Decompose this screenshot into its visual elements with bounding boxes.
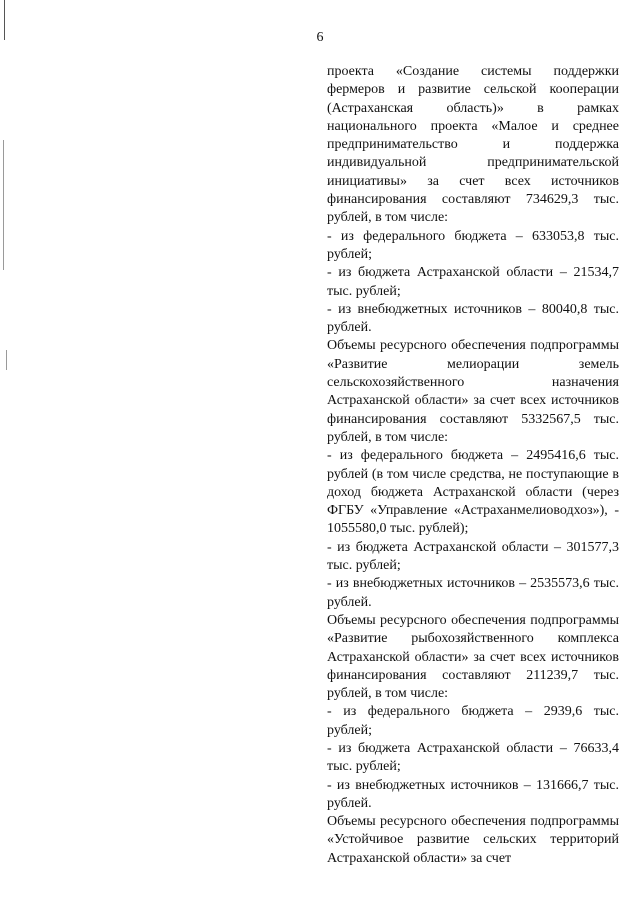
paragraph-federal-budget: - из федерального бюджета – 633053,8 тыс. рублей; <box>327 228 619 262</box>
paragraph-federal-budget: - из федерального бюджета – 2495416,6 тыс. рублей (в том числе средства, не поступающие в доход бюджета Астраханской области (через ФГБУ «Управление «Астраханмелиоводхоз»), - 1055580,0 тыс. рублей); <box>327 448 619 537</box>
paragraph-fishery-subprogram: Объемы ресурсного обеспечения подпрограммы «Развитие рыбохозяйственного комплекса Астраханской области» за счет всех источников финансирования составляют 211239,7 тыс. рублей, в том числе: <box>327 612 619 702</box>
paragraph-extrabudgetary: - из внебюджетных источников – 80040,8 тыс. рублей. <box>327 301 619 336</box>
paragraph-regional-budget: - из бюджета Астраханской области – 301577,3 тыс. рублей; <box>327 539 619 574</box>
paragraph-melioration-subprogram: Объемы ресурсного обеспечения подпрограммы «Развитие мелиорации земель сельскохозяйственного назначения Астраханской области» за счет всех источников финансирования составляют 5332567,5 тыс. рублей, в том числе: <box>327 338 619 445</box>
page-number: 6 <box>316 30 324 45</box>
scan-edge-line <box>3 140 4 270</box>
paragraph-rural-territories-subprogram: Объемы ресурсного обеспечения подпрограммы «Устойчивое развитие сельских территорий Астраханской области» за счет <box>327 814 619 866</box>
document-text-column <box>327 63 619 868</box>
paragraph-extrabudgetary: - из внебюджетных источников – 2535573,6 тыс. рублей. <box>327 576 619 610</box>
paragraph-regional-budget: - из бюджета Астраханской области – 21534,7 тыс. рублей; <box>327 265 619 299</box>
paragraph-regional-budget: - из бюджета Астраханской области – 76633,4 тыс. рублей; <box>327 740 619 775</box>
scan-edge-line <box>6 350 7 370</box>
paragraph-program-intro: проекта «Создание системы поддержки фермеров и развитие сельской кооперации (Астраханская область)» в рамках национального проекта «Малое и среднее предпринимательство и поддержка индивидуальной предпринимательской инициативы» за счет всех источников финансирования составляют 734629,3 тыс. рублей, в том числе: <box>327 64 619 226</box>
paragraph-federal-budget: - из федерального бюджета – 2939,6 тыс. рублей; <box>327 704 619 738</box>
paragraph-extrabudgetary: - из внебюджетных источников – 131666,7 тыс. рублей. <box>327 777 619 811</box>
